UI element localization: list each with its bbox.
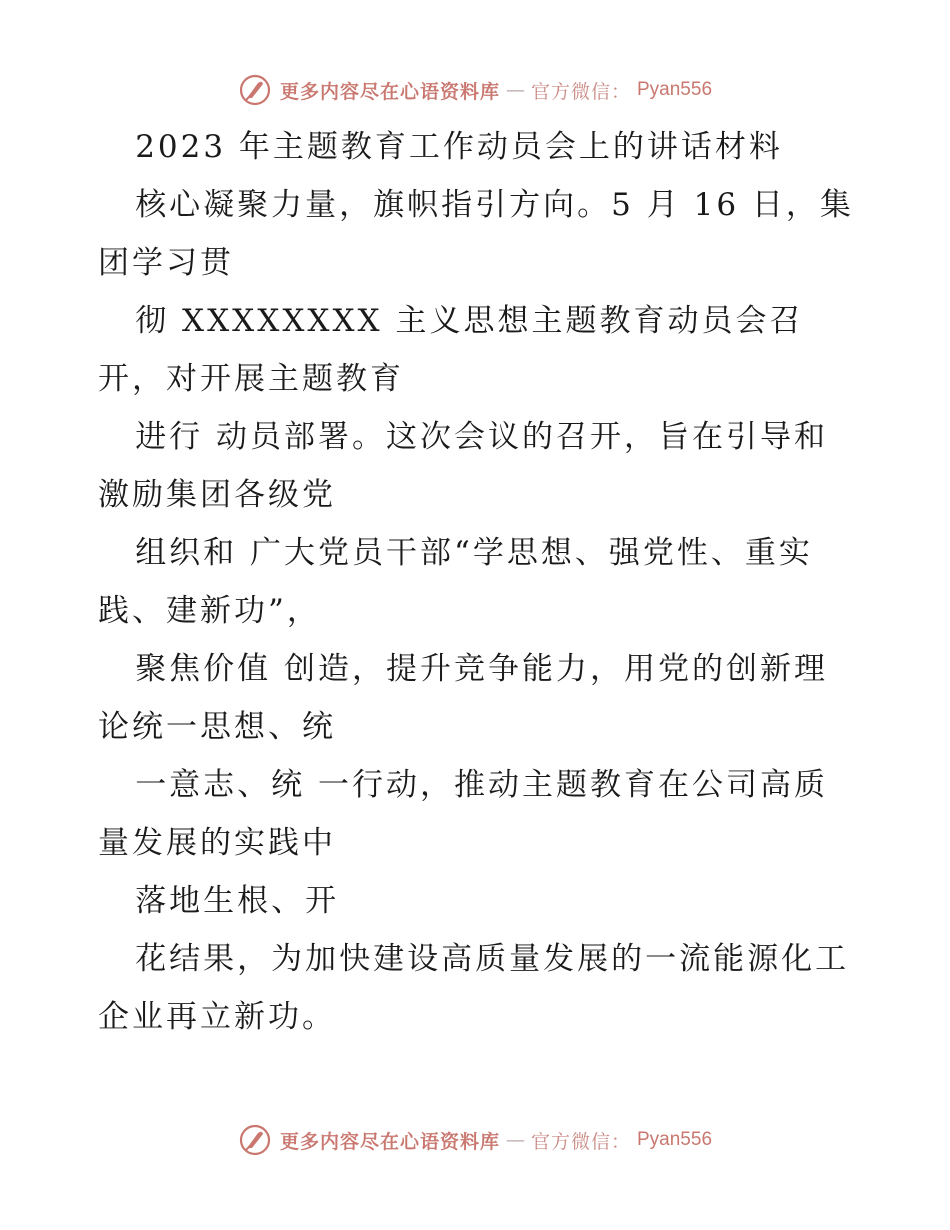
banner-separator: —: [505, 1129, 525, 1151]
quill-pen-logo-icon: [238, 1123, 272, 1157]
document-body: [98, 118, 858, 1046]
banner-separator: —: [505, 79, 525, 101]
paragraph: 聚焦价值 创造，提升竞争能力，用党的创新理论统一思想、统: [98, 651, 829, 745]
banner-official-label: 官方微信：: [530, 1130, 631, 1153]
paragraph: 进行 动员部署。这次会议的召开，旨在引导和激励集团各级党: [98, 419, 829, 513]
header-watermark-banner: [0, 70, 950, 110]
banner-wechat-id: Pyan556: [637, 79, 713, 100]
paragraph: 花结果，为加快建设高质量发展的一流能源化工企业再立新功。: [98, 941, 850, 1035]
banner-official-label: 官方微信：: [530, 80, 631, 103]
paragraph: 核心凝聚力量，旗帜指引方向。5 月 16 日，集团学习贯: [98, 187, 854, 281]
document-title: 2023 年主题教育工作动员会上的讲话材料: [135, 129, 783, 165]
paragraph: 组织和 广大党员干部“学思想、强党性、重实践、建新功”，: [98, 535, 813, 629]
banner-brand-text: 更多内容尽在心语资料库: [279, 1130, 500, 1153]
paragraph: 落地生根、开: [135, 883, 340, 919]
paragraph: 彻 XXXXXXXX 主义思想主题教育动员会召开，对开展主题教育: [98, 303, 804, 397]
quill-pen-logo-icon: [238, 73, 272, 107]
banner-wechat-id: Pyan556: [637, 1129, 713, 1150]
paragraph: 一意志、统 一行动，推动主题教育在公司高质量发展的实践中: [98, 767, 829, 861]
footer-watermark-banner: [0, 1120, 950, 1160]
banner-brand-text: 更多内容尽在心语资料库: [279, 80, 500, 103]
